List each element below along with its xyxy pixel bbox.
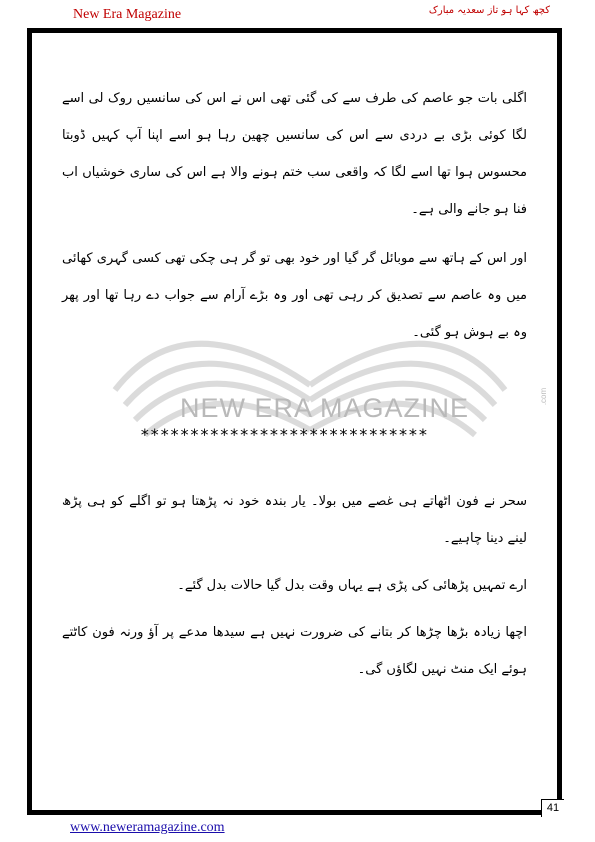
paragraph: ارے تمہیں پڑھائی کی پڑی ہے یہاں وقت بدل گیا حالات بدل گئے۔	[177, 578, 527, 593]
paragraph: اور اس کے ہاتھ سے موبائل گر گیا اور خود بھی تو گر ہی چکی تھی کسی گہری کھائی میں وہ عاصم سے تصدیق کر رہی تھی اور وہ بڑے آرام سے جواب دے رہا تھا اور پھر وہ بے ہوش ہو گئی۔	[62, 251, 527, 340]
watermark-suffix: .com	[539, 387, 549, 406]
page-number: 41	[541, 799, 564, 817]
paragraph: اگلی بات جو عاصم کی طرف سے کی گئی تھی اس نے اس کی سانسیں روک لی اسے لگا کوئی بڑی بے دردی سے اس کی سانسیں چھین رہا ہو اسے اپنا آپ کہیں ڈوبتا محسوس ہوا تھا اسے لگا کہ واقعی سب ختم ہونے والا ہے اس کی ساری خوشیاں اب فنا ہو جانے والی ہے۔	[62, 91, 527, 217]
paragraph: اچھا زیادہ بڑھا چڑھا کر بتانے کی ضرورت نہیں ہے سیدھا مدعے پر آؤ ورنہ فون کاٹتے ہوئے ایک منٹ نہیں لگاؤں گی۔	[62, 625, 527, 677]
header-story-title: کچھ کہا ہو تاز سعدیہ مبارک	[428, 5, 550, 16]
footer-website-link[interactable]: www.neweramagazine.com	[70, 820, 225, 835]
header-magazine-title: New Era Magazine	[73, 7, 182, 22]
section-separator: *****************************	[140, 425, 429, 444]
watermark-text: NEW ERA MAGAZINE	[180, 393, 470, 423]
paragraph: سحر نے فون اٹھاتے ہی غصے میں بولا۔ یار بندہ خود نہ پڑھتا ہو تو اگلے کو ہی پڑھ لینے دینا چاہیے۔	[62, 494, 527, 546]
story-text	[62, 80, 527, 351]
story-text-continued	[62, 483, 527, 698]
